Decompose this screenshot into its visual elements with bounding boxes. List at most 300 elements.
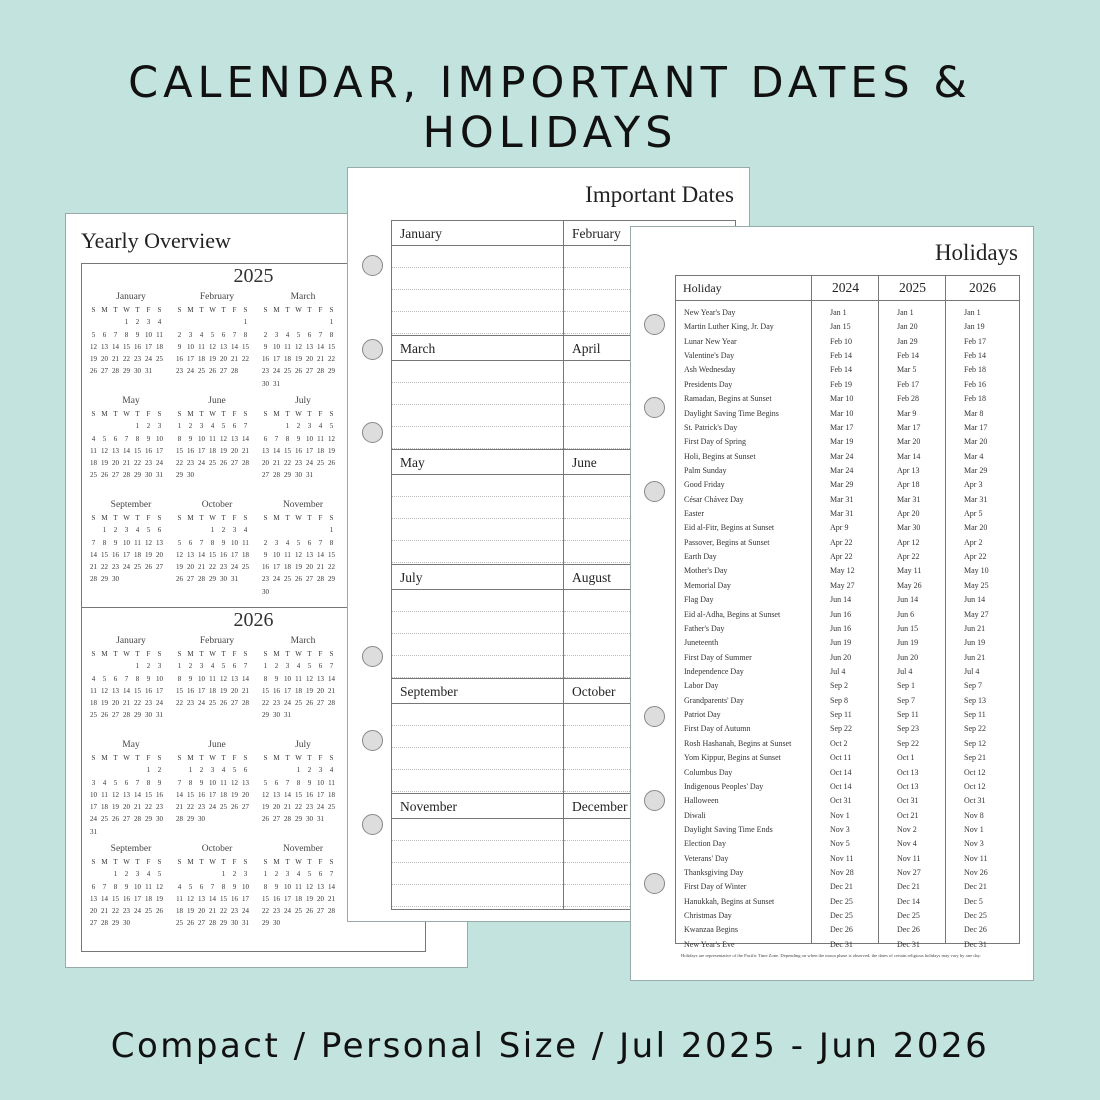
holiday-date: Jan 15 — [830, 322, 851, 332]
day-number: 25 — [284, 367, 291, 376]
day-number: 30 — [262, 587, 269, 596]
day-number: 19 — [295, 563, 302, 572]
day-number: 7 — [210, 882, 215, 891]
day-number: 29 — [209, 575, 216, 584]
writing-line[interactable] — [392, 268, 563, 290]
day-number: 15 — [101, 550, 108, 559]
holiday-name: Passover, Begins at Sunset — [684, 537, 770, 547]
day-number: 10 — [242, 882, 249, 891]
day-number: 28 — [242, 699, 249, 708]
day-number: 28 — [317, 367, 324, 376]
day-number: 17 — [284, 686, 291, 695]
day-number: 24 — [242, 907, 249, 916]
month-label: December — [564, 794, 736, 819]
day-number: 21 — [209, 907, 216, 916]
day-number: 26 — [220, 459, 227, 468]
day-number: 9 — [263, 342, 268, 351]
holiday-date: Jun 19 — [964, 638, 986, 648]
day-number: 3 — [157, 662, 162, 671]
day-number: 14 — [328, 674, 335, 683]
day-number: 28 — [231, 367, 238, 376]
day-number: 8 — [210, 538, 215, 547]
writing-line[interactable] — [392, 841, 563, 863]
month-label: April — [564, 336, 736, 361]
writing-line[interactable] — [392, 541, 563, 563]
holiday-row — [676, 622, 1019, 636]
day-number: 7 — [199, 538, 204, 547]
holiday-date: Nov 27 — [897, 868, 921, 878]
day-number: 23 — [231, 907, 238, 916]
day-number: 1 — [177, 662, 182, 671]
day-number: 27 — [198, 919, 205, 928]
day-number: 27 — [273, 815, 280, 824]
day-number: 1 — [329, 318, 334, 327]
month-name: June — [208, 396, 226, 406]
weekday-header: S — [157, 754, 162, 762]
writing-line[interactable] — [392, 246, 563, 268]
day-number: 2 — [157, 766, 162, 775]
day-number: 26 — [101, 711, 108, 720]
holiday-date: Dec 25 — [830, 896, 853, 906]
day-number: 27 — [242, 803, 249, 812]
day-number: 9 — [263, 550, 268, 559]
day-number: 3 — [146, 318, 151, 327]
day-number: 26 — [176, 575, 183, 584]
month-calendar — [174, 290, 260, 394]
holiday-date: Feb 17 — [964, 336, 986, 346]
holiday-date: Mar 9 — [897, 408, 917, 418]
weekday-header: F — [146, 410, 151, 418]
day-grid — [88, 512, 174, 586]
day-number: 18 — [209, 686, 216, 695]
day-number: 28 — [273, 471, 280, 480]
holiday-date: Jan 1 — [964, 308, 981, 317]
empty-day — [293, 316, 304, 328]
weekday-header: S — [243, 650, 248, 658]
day-number: 27 — [317, 699, 324, 708]
day-number: 2 — [274, 870, 279, 879]
holiday-name: Columbus Day — [684, 767, 733, 777]
month-name: October — [201, 500, 233, 510]
day-number: 16 — [176, 355, 183, 364]
day-number: 24 — [123, 563, 130, 572]
day-number: 2 — [146, 422, 151, 431]
writing-line[interactable] — [392, 361, 563, 383]
writing-line[interactable] — [392, 312, 563, 334]
day-number: 22 — [123, 355, 130, 364]
day-number: 11 — [242, 538, 249, 547]
holiday-name: Father's Day — [684, 623, 725, 633]
weekday-header: T — [285, 306, 290, 314]
day-number: 17 — [273, 563, 280, 572]
weekday-header: S — [263, 754, 268, 762]
day-number: 18 — [328, 790, 335, 799]
day-number: 25 — [242, 563, 249, 572]
day-number: 8 — [188, 778, 193, 787]
weekday-header: S — [177, 858, 182, 866]
empty-day — [304, 524, 315, 536]
day-number: 11 — [209, 434, 216, 443]
day-number: 9 — [146, 434, 151, 443]
day-number: 14 — [317, 550, 324, 559]
holiday-name: Daylight Saving Time Ends — [684, 824, 773, 834]
day-number: 10 — [90, 790, 97, 799]
day-number: 18 — [317, 446, 324, 455]
holiday-date: Mar 31 — [830, 509, 854, 519]
holiday-name: Hanukkah, Begins at Sunset — [684, 896, 775, 906]
day-number: 21 — [284, 803, 291, 812]
weekday-header: F — [318, 858, 323, 866]
day-number: 13 — [101, 342, 108, 351]
month-name: February — [199, 292, 235, 302]
holiday-date: Nov 4 — [897, 839, 917, 849]
holiday-row — [676, 493, 1019, 507]
holiday-row — [676, 478, 1019, 492]
holiday-date: Oct 11 — [830, 753, 852, 763]
weekday-header: W — [123, 306, 130, 314]
day-number: 7 — [113, 330, 118, 339]
writing-line[interactable] — [392, 819, 563, 841]
day-number: 11 — [90, 686, 97, 695]
holiday-date: Jun 19 — [897, 638, 919, 648]
writing-line[interactable] — [392, 405, 563, 427]
day-number: 24 — [198, 459, 205, 468]
day-number: 29 — [123, 367, 130, 376]
day-number: 26 — [187, 919, 194, 928]
weekday-header: S — [263, 410, 268, 418]
day-number: 27 — [123, 815, 130, 824]
day-number: 31 — [90, 827, 97, 836]
day-number: 21 — [134, 803, 141, 812]
holiday-row — [676, 407, 1019, 421]
day-number: 22 — [328, 563, 335, 572]
month-name: March — [290, 292, 316, 302]
month-cell[interactable] — [392, 221, 564, 336]
day-grid — [260, 856, 346, 930]
writing-line[interactable] — [392, 885, 563, 907]
day-number: 29 — [145, 815, 152, 824]
month-calendar — [174, 738, 260, 842]
holiday-name: Mother's Day — [684, 566, 728, 576]
holiday-date: Nov 11 — [964, 853, 988, 863]
month-name: June — [208, 740, 226, 750]
day-grid — [88, 648, 174, 722]
day-number: 2 — [124, 870, 129, 879]
day-number: 16 — [306, 790, 313, 799]
month-name: July — [295, 396, 311, 406]
day-number: 9 — [199, 778, 204, 787]
weekday-header: M — [273, 306, 280, 314]
holiday-name: Memorial Day — [684, 580, 731, 590]
writing-line[interactable] — [392, 770, 563, 792]
day-number: 14 — [123, 686, 130, 695]
day-number: 7 — [329, 870, 334, 879]
day-number: 21 — [101, 907, 108, 916]
weekday-header: T — [307, 514, 312, 522]
day-number: 25 — [209, 699, 216, 708]
day-number: 12 — [306, 674, 313, 683]
empty-day — [260, 524, 271, 536]
writing-line[interactable] — [392, 497, 563, 519]
day-number: 30 — [262, 379, 269, 388]
holiday-date: May 26 — [897, 580, 922, 590]
day-number: 6 — [318, 662, 323, 671]
month-cell[interactable] — [392, 679, 564, 794]
day-number: 20 — [123, 803, 130, 812]
holiday-date: Sep 22 — [897, 738, 919, 748]
day-number: 27 — [306, 367, 313, 376]
day-number: 16 — [220, 550, 227, 559]
day-number: 19 — [328, 446, 335, 455]
day-number: 1 — [210, 526, 215, 535]
empty-day — [99, 660, 110, 672]
day-number: 28 — [123, 711, 130, 720]
weekday-header: S — [91, 306, 96, 314]
writing-line[interactable] — [392, 863, 563, 885]
day-number: 5 — [296, 538, 301, 547]
day-number: 14 — [90, 550, 97, 559]
day-number: 20 — [187, 563, 194, 572]
day-number: 20 — [262, 459, 269, 468]
writing-line[interactable] — [392, 427, 563, 449]
weekday-header: M — [187, 754, 194, 762]
day-number: 4 — [135, 526, 140, 535]
month-name: July — [295, 740, 311, 750]
month-cell[interactable] — [392, 794, 564, 909]
day-number: 12 — [220, 674, 227, 683]
day-number: 24 — [145, 355, 152, 364]
day-number: 4 — [318, 422, 323, 431]
day-grid — [174, 512, 260, 586]
holiday-date: Nov 3 — [964, 839, 984, 849]
holiday-date: Feb 10 — [830, 336, 852, 346]
day-number: 20 — [306, 563, 313, 572]
writing-line[interactable] — [392, 726, 563, 748]
day-number: 8 — [221, 882, 226, 891]
day-number: 14 — [231, 342, 238, 351]
day-number: 13 — [123, 790, 130, 799]
empty-day — [110, 660, 121, 672]
holidays-page — [630, 226, 1034, 981]
day-number: 12 — [156, 882, 163, 891]
holiday-date: Oct 12 — [964, 767, 986, 777]
day-grid — [260, 512, 346, 598]
day-number: 14 — [242, 674, 249, 683]
empty-day — [271, 764, 282, 776]
holiday-row — [676, 895, 1019, 909]
holiday-name: Patriot Day — [684, 710, 721, 720]
weekday-header: S — [91, 514, 96, 522]
day-grid — [88, 856, 174, 930]
day-number: 3 — [274, 330, 279, 339]
day-number: 6 — [124, 778, 129, 787]
day-number: 17 — [284, 894, 291, 903]
holiday-row — [676, 608, 1019, 622]
day-number: 6 — [102, 330, 107, 339]
day-number: 16 — [145, 446, 152, 455]
weekday-header: T — [113, 306, 118, 314]
holiday-date: Mar 20 — [897, 437, 921, 447]
day-number: 20 — [101, 355, 108, 364]
day-number: 10 — [231, 538, 238, 547]
day-number: 27 — [112, 711, 119, 720]
day-number: 1 — [135, 422, 140, 431]
day-number: 4 — [285, 538, 290, 547]
day-grid — [174, 304, 260, 378]
month-name: May — [122, 740, 140, 750]
day-number: 5 — [232, 766, 237, 775]
day-number: 13 — [156, 538, 163, 547]
weekday-header: M — [187, 306, 194, 314]
day-number: 23 — [273, 907, 280, 916]
day-number: 5 — [210, 330, 215, 339]
day-number: 23 — [187, 459, 194, 468]
day-number: 8 — [296, 778, 301, 787]
writing-line[interactable] — [392, 590, 563, 612]
month-cell[interactable] — [392, 450, 564, 565]
day-number: 21 — [198, 563, 205, 572]
month-cell[interactable] — [392, 336, 564, 451]
writing-line[interactable] — [392, 704, 563, 726]
day-number: 3 — [210, 766, 215, 775]
holiday-date: Apr 22 — [830, 537, 853, 547]
writing-line[interactable] — [392, 519, 563, 541]
month-calendar — [88, 394, 174, 498]
holiday-name: First Day of Spring — [684, 437, 746, 447]
day-number: 20 — [231, 446, 238, 455]
day-number: 13 — [90, 894, 97, 903]
day-number: 7 — [318, 330, 323, 339]
day-number: 18 — [284, 563, 291, 572]
day-number: 28 — [242, 459, 249, 468]
day-number: 16 — [187, 686, 194, 695]
day-number: 2 — [146, 662, 151, 671]
empty-day — [304, 316, 315, 328]
holiday-row — [676, 536, 1019, 550]
holiday-name: Holi, Begins at Sunset — [684, 451, 756, 461]
holiday-date: Jan 1 — [830, 308, 847, 317]
day-number: 21 — [273, 459, 280, 468]
day-number: 26 — [101, 471, 108, 480]
day-number: 5 — [91, 330, 96, 339]
writing-line[interactable] — [392, 383, 563, 405]
day-number: 1 — [177, 422, 182, 431]
holiday-name: Eid al-Adha, Begins at Sunset — [684, 609, 781, 619]
day-number: 12 — [220, 434, 227, 443]
day-number: 10 — [198, 434, 205, 443]
holiday-date: Apr 13 — [897, 465, 920, 475]
day-number: 26 — [209, 367, 216, 376]
holiday-date: Nov 3 — [830, 824, 850, 834]
month-cell[interactable] — [392, 565, 564, 680]
day-number: 8 — [124, 330, 129, 339]
day-number: 29 — [101, 575, 108, 584]
holiday-name: Lunar New Year — [684, 336, 737, 346]
holiday-date: Apr 2 — [964, 537, 983, 547]
ring-hole — [362, 730, 383, 751]
writing-line[interactable] — [392, 634, 563, 656]
weekday-header: S — [157, 858, 162, 866]
month-name: November — [282, 500, 324, 510]
holiday-name: Palm Sunday — [684, 465, 727, 475]
empty-day — [88, 660, 99, 672]
day-number: 28 — [112, 367, 119, 376]
day-number: 20 — [156, 550, 163, 559]
day-number: 16 — [295, 446, 302, 455]
holiday-name: Juneteenth — [684, 638, 719, 648]
day-number: 26 — [306, 907, 313, 916]
day-number: 15 — [145, 790, 152, 799]
day-number: 25 — [328, 803, 335, 812]
holiday-date: Apr 22 — [830, 552, 853, 562]
day-number: 22 — [134, 699, 141, 708]
day-number: 19 — [112, 803, 119, 812]
weekday-header: T — [113, 858, 118, 866]
holiday-date: Feb 28 — [897, 394, 919, 404]
weekday-header: F — [318, 650, 323, 658]
day-number: 26 — [328, 459, 335, 468]
day-number: 15 — [295, 790, 302, 799]
holidays-table — [675, 275, 1020, 949]
weekday-header: S — [329, 754, 334, 762]
ring-hole — [644, 397, 665, 418]
day-number: 28 — [176, 815, 183, 824]
weekday-header: W — [209, 754, 216, 762]
day-number: 30 — [145, 471, 152, 480]
writing-line[interactable] — [392, 748, 563, 770]
holiday-row — [676, 378, 1019, 392]
holiday-date: Oct 31 — [897, 796, 919, 806]
holiday-date: Jun 14 — [830, 595, 852, 605]
day-number: 16 — [112, 550, 119, 559]
empty-day — [185, 524, 196, 536]
writing-line[interactable] — [392, 475, 563, 497]
day-number: 23 — [295, 459, 302, 468]
day-number: 18 — [242, 550, 249, 559]
holiday-date: Feb 17 — [897, 379, 919, 389]
day-number: 22 — [262, 699, 269, 708]
writing-line[interactable] — [392, 290, 563, 312]
day-number: 11 — [220, 778, 227, 787]
weekday-header: W — [295, 514, 302, 522]
weekday-header: W — [123, 410, 130, 418]
weekday-header: S — [329, 514, 334, 522]
empty-day — [271, 420, 282, 432]
day-number: 8 — [329, 538, 334, 547]
day-number: 31 — [242, 919, 249, 928]
weekday-header: T — [307, 650, 312, 658]
weekday-header: F — [146, 754, 151, 762]
day-number: 29 — [220, 919, 227, 928]
holiday-date: Jun 16 — [830, 623, 852, 633]
holiday-name: Election Day — [684, 839, 726, 849]
holiday-date: Dec 26 — [897, 925, 920, 935]
writing-line[interactable] — [392, 612, 563, 634]
weekday-header: T — [221, 754, 226, 762]
day-number: 15 — [134, 446, 141, 455]
day-number: 21 — [328, 686, 335, 695]
day-number: 17 — [306, 446, 313, 455]
holiday-name: New Year's Eve — [684, 939, 735, 949]
empty-day — [229, 316, 240, 328]
day-number: 31 — [284, 711, 291, 720]
day-number: 10 — [156, 674, 163, 683]
holiday-row — [676, 837, 1019, 851]
writing-line[interactable] — [392, 656, 563, 678]
holiday-name: Earth Day — [684, 552, 717, 562]
day-number: 21 — [328, 894, 335, 903]
month-label: January — [392, 221, 563, 246]
